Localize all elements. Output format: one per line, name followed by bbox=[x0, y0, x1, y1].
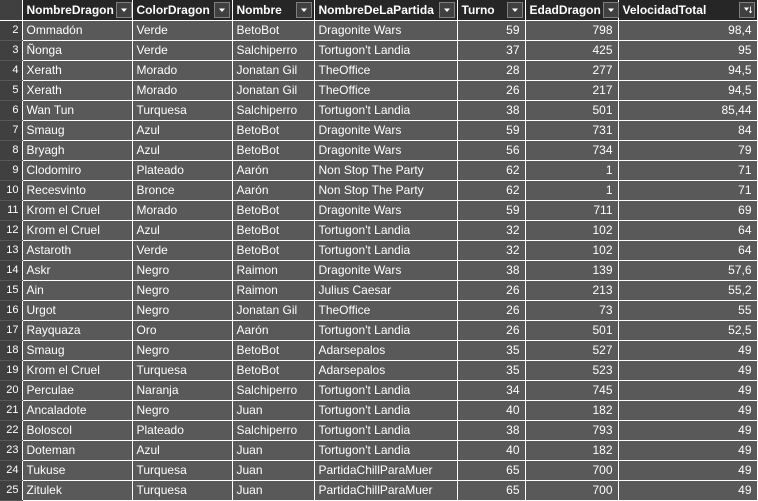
cell-colordragon[interactable]: Verde bbox=[132, 40, 232, 60]
cell-turno[interactable]: 59 bbox=[457, 200, 525, 220]
cell-colordragon[interactable]: Negro bbox=[132, 340, 232, 360]
cell-nombredragon[interactable]: Xerath bbox=[22, 60, 132, 80]
cell-nombre[interactable]: Salchiperro bbox=[232, 100, 314, 120]
cell-turno[interactable]: 38 bbox=[457, 420, 525, 440]
cell-edaddragon[interactable]: 1 bbox=[525, 180, 618, 200]
cell-nombredelapartida[interactable]: Non Stop The Party bbox=[314, 180, 457, 200]
row-header[interactable]: 15 bbox=[0, 280, 22, 300]
column-header-label: VelocidadTotal bbox=[622, 2, 707, 17]
table-row[interactable] bbox=[0, 460, 757, 480]
table-row[interactable] bbox=[0, 300, 757, 320]
column-header-nombredragon[interactable] bbox=[22, 0, 132, 20]
table-row[interactable] bbox=[0, 140, 757, 160]
cell-colordragon[interactable]: Negro bbox=[132, 260, 232, 280]
table-row[interactable] bbox=[0, 80, 757, 100]
cell-colordragon[interactable]: Morado bbox=[132, 200, 232, 220]
table-row[interactable] bbox=[0, 260, 757, 280]
cell-colordragon[interactable]: Plateado bbox=[132, 420, 232, 440]
table-row[interactable] bbox=[0, 480, 757, 500]
cell-velocidadtotal[interactable]: 64 bbox=[618, 240, 757, 260]
cell-velocidadtotal[interactable]: 79 bbox=[618, 140, 757, 160]
cell-edaddragon[interactable]: 425 bbox=[525, 40, 618, 60]
row-header[interactable]: 17 bbox=[0, 320, 22, 340]
row-header[interactable]: 19 bbox=[0, 360, 22, 380]
cell-velocidadtotal[interactable]: 55 bbox=[618, 300, 757, 320]
cell-colordragon[interactable]: Verde bbox=[132, 20, 232, 40]
row-header[interactable]: 5 bbox=[0, 80, 22, 100]
table-row[interactable] bbox=[0, 440, 757, 460]
cell-velocidadtotal[interactable]: 49 bbox=[618, 480, 757, 500]
cell-turno[interactable]: 59 bbox=[457, 20, 525, 40]
cell-nombredelapartida[interactable]: Tortugon't Landia bbox=[314, 400, 457, 420]
table-body bbox=[0, 20, 757, 500]
cell-nombre[interactable]: Raimon bbox=[232, 280, 314, 300]
cell-nombredelapartida[interactable]: Non Stop The Party bbox=[314, 160, 457, 180]
cell-nombredelapartida[interactable]: Tortugon't Landia bbox=[314, 440, 457, 460]
cell-colordragon[interactable]: Oro bbox=[132, 320, 232, 340]
cell-nombredragon[interactable]: Rayquaza bbox=[22, 320, 132, 340]
cell-edaddragon[interactable]: 731 bbox=[525, 120, 618, 140]
cell-turno[interactable]: 38 bbox=[457, 260, 525, 280]
table-row[interactable] bbox=[0, 280, 757, 300]
cell-nombredragon[interactable]: Urgot bbox=[22, 300, 132, 320]
filter-dropdown-icon[interactable] bbox=[439, 2, 455, 18]
cell-nombredelapartida[interactable]: Adarsepalos bbox=[314, 340, 457, 360]
cell-turno[interactable]: 40 bbox=[457, 400, 525, 420]
row-header[interactable]: 25 bbox=[0, 480, 22, 500]
cell-nombredragon[interactable]: Ancaladote bbox=[22, 400, 132, 420]
cell-nombredelapartida[interactable]: Dragonite Wars bbox=[314, 200, 457, 220]
column-header-colordragon[interactable] bbox=[132, 0, 232, 20]
cell-edaddragon[interactable]: 182 bbox=[525, 400, 618, 420]
cell-nombredragon[interactable]: Askr bbox=[22, 260, 132, 280]
table-row[interactable] bbox=[0, 420, 757, 440]
table-row[interactable] bbox=[0, 240, 757, 260]
column-header-edaddragon[interactable] bbox=[525, 0, 618, 20]
row-header[interactable]: 4 bbox=[0, 60, 22, 80]
cell-nombredelapartida[interactable]: Tortugon't Landia bbox=[314, 100, 457, 120]
row-header[interactable]: 13 bbox=[0, 240, 22, 260]
cell-velocidadtotal[interactable]: 64 bbox=[618, 220, 757, 240]
cell-velocidadtotal[interactable]: 94,5 bbox=[618, 60, 757, 80]
cell-edaddragon[interactable]: 277 bbox=[525, 60, 618, 80]
row-header[interactable]: 20 bbox=[0, 380, 22, 400]
cell-colordragon[interactable]: Verde bbox=[132, 240, 232, 260]
cell-turno[interactable]: 35 bbox=[457, 340, 525, 360]
row-header[interactable]: 8 bbox=[0, 140, 22, 160]
cell-nombredragon[interactable]: Krom el Cruel bbox=[22, 360, 132, 380]
cell-nombredelapartida[interactable]: PartidaChillParaMuer bbox=[314, 480, 457, 500]
cell-edaddragon[interactable]: 102 bbox=[525, 220, 618, 240]
cell-colordragon[interactable]: Azul bbox=[132, 120, 232, 140]
cell-edaddragon[interactable]: 700 bbox=[525, 460, 618, 480]
table-row[interactable] bbox=[0, 220, 757, 240]
sort-descending-filter-icon[interactable] bbox=[739, 2, 755, 18]
cell-colordragon[interactable]: Negro bbox=[132, 280, 232, 300]
table-row[interactable] bbox=[0, 60, 757, 80]
cell-colordragon[interactable]: Negro bbox=[132, 400, 232, 420]
row-header[interactable]: 21 bbox=[0, 400, 22, 420]
table-row[interactable] bbox=[0, 360, 757, 380]
cell-turno[interactable]: 65 bbox=[457, 460, 525, 480]
cell-nombredelapartida[interactable]: Tortugon't Landia bbox=[314, 40, 457, 60]
cell-colordragon[interactable]: Bronce bbox=[132, 180, 232, 200]
cell-nombre[interactable]: Aarón bbox=[232, 180, 314, 200]
cell-nombredragon[interactable]: Ñonga bbox=[22, 40, 132, 60]
cell-colordragon[interactable]: Negro bbox=[132, 300, 232, 320]
cell-velocidadtotal[interactable]: 85,44 bbox=[618, 100, 757, 120]
table-row[interactable] bbox=[0, 120, 757, 140]
cell-nombredelapartida[interactable]: Tortugon't Landia bbox=[314, 380, 457, 400]
cell-nombre[interactable]: Aarón bbox=[232, 160, 314, 180]
cell-nombre[interactable]: Salchiperro bbox=[232, 40, 314, 60]
cell-velocidadtotal[interactable]: 94,5 bbox=[618, 80, 757, 100]
table-row[interactable] bbox=[0, 340, 757, 360]
row-header[interactable]: 7 bbox=[0, 120, 22, 140]
cell-nombre[interactable]: BetoBot bbox=[232, 220, 314, 240]
cell-colordragon[interactable]: Turquesa bbox=[132, 480, 232, 500]
cell-nombredelapartida[interactable]: TheOffice bbox=[314, 80, 457, 100]
cell-edaddragon[interactable]: 798 bbox=[525, 20, 618, 40]
cell-nombredragon[interactable]: Clodomiro bbox=[22, 160, 132, 180]
cell-velocidadtotal[interactable]: 49 bbox=[618, 400, 757, 420]
cell-velocidadtotal[interactable]: 71 bbox=[618, 160, 757, 180]
cell-nombredelapartida[interactable]: Dragonite Wars bbox=[314, 20, 457, 40]
cell-turno[interactable]: 65 bbox=[457, 480, 525, 500]
cell-colordragon[interactable]: Turquesa bbox=[132, 100, 232, 120]
cell-edaddragon[interactable]: 139 bbox=[525, 260, 618, 280]
cell-colordragon[interactable]: Morado bbox=[132, 80, 232, 100]
cell-nombre[interactable]: Juan bbox=[232, 400, 314, 420]
cell-edaddragon[interactable]: 102 bbox=[525, 240, 618, 260]
cell-nombre[interactable]: BetoBot bbox=[232, 20, 314, 40]
filter-dropdown-icon[interactable] bbox=[507, 2, 523, 18]
cell-nombredelapartida[interactable]: TheOffice bbox=[314, 60, 457, 80]
cell-turno[interactable]: 32 bbox=[457, 240, 525, 260]
cell-turno[interactable]: 26 bbox=[457, 280, 525, 300]
cell-turno[interactable]: 28 bbox=[457, 60, 525, 80]
table-row[interactable] bbox=[0, 160, 757, 180]
cell-turno[interactable]: 26 bbox=[457, 300, 525, 320]
cell-nombredragon[interactable]: Tukuse bbox=[22, 460, 132, 480]
row-header[interactable]: 22 bbox=[0, 420, 22, 440]
cell-nombre[interactable]: BetoBot bbox=[232, 140, 314, 160]
cell-edaddragon[interactable]: 73 bbox=[525, 300, 618, 320]
cell-nombre[interactable]: Juan bbox=[232, 440, 314, 460]
table-row[interactable] bbox=[0, 180, 757, 200]
filter-dropdown-icon[interactable] bbox=[116, 2, 132, 18]
cell-nombredelapartida[interactable]: Dragonite Wars bbox=[314, 260, 457, 280]
column-header-nombredelapartida[interactable] bbox=[314, 0, 457, 20]
cell-nombre[interactable]: Salchiperro bbox=[232, 380, 314, 400]
table-row[interactable] bbox=[0, 100, 757, 120]
row-header[interactable]: 9 bbox=[0, 160, 22, 180]
cell-edaddragon[interactable]: 213 bbox=[525, 280, 618, 300]
row-header[interactable]: 3 bbox=[0, 40, 22, 60]
table-row[interactable] bbox=[0, 380, 757, 400]
cell-nombredragon[interactable]: Ommadón bbox=[22, 20, 132, 40]
cell-velocidadtotal[interactable]: 49 bbox=[618, 340, 757, 360]
column-header-label: Turno bbox=[461, 2, 495, 17]
cell-nombre[interactable]: Jonatan Gil bbox=[232, 80, 314, 100]
cell-edaddragon[interactable]: 501 bbox=[525, 100, 618, 120]
cell-edaddragon[interactable]: 523 bbox=[525, 360, 618, 380]
row-header[interactable]: 2 bbox=[0, 20, 22, 40]
cell-colordragon[interactable]: Azul bbox=[132, 220, 232, 240]
cell-turno[interactable]: 37 bbox=[457, 40, 525, 60]
column-header-label: NombreDragon bbox=[26, 2, 114, 17]
cell-velocidadtotal[interactable]: 84 bbox=[618, 120, 757, 140]
filter-dropdown-icon[interactable] bbox=[214, 2, 230, 18]
cell-nombredelapartida[interactable]: TheOffice bbox=[314, 300, 457, 320]
cell-velocidadtotal[interactable]: 69 bbox=[618, 200, 757, 220]
filter-dropdown-icon[interactable] bbox=[296, 2, 312, 18]
cell-nombre[interactable]: BetoBot bbox=[232, 360, 314, 380]
cell-nombredragon[interactable]: Krom el Cruel bbox=[22, 220, 132, 240]
cell-colordragon[interactable]: Azul bbox=[132, 140, 232, 160]
column-header-nombre[interactable] bbox=[232, 0, 314, 20]
column-header-label: Nombre bbox=[236, 2, 282, 17]
column-header-velocidadtotal[interactable] bbox=[618, 0, 757, 20]
cell-nombredelapartida[interactable]: Dragonite Wars bbox=[314, 120, 457, 140]
cell-nombre[interactable]: Raimon bbox=[232, 260, 314, 280]
cell-turno[interactable]: 26 bbox=[457, 320, 525, 340]
cell-nombre[interactable]: BetoBot bbox=[232, 240, 314, 260]
cell-edaddragon[interactable]: 711 bbox=[525, 200, 618, 220]
row-header[interactable]: 23 bbox=[0, 440, 22, 460]
cell-nombredelapartida[interactable]: Adarsepalos bbox=[314, 360, 457, 380]
row-header[interactable]: 16 bbox=[0, 300, 22, 320]
cell-turno[interactable]: 40 bbox=[457, 440, 525, 460]
cell-velocidadtotal[interactable]: 49 bbox=[618, 440, 757, 460]
cell-turno[interactable]: 59 bbox=[457, 120, 525, 140]
column-header-label: EdadDragon bbox=[529, 2, 601, 17]
table-row[interactable] bbox=[0, 40, 757, 60]
cell-edaddragon[interactable]: 734 bbox=[525, 140, 618, 160]
cell-nombredelapartida[interactable]: Julius Caesar bbox=[314, 280, 457, 300]
cell-nombredragon[interactable]: Krom el Cruel bbox=[22, 200, 132, 220]
cell-nombredelapartida[interactable]: PartidaChillParaMuer bbox=[314, 460, 457, 480]
cell-velocidadtotal[interactable]: 55,2 bbox=[618, 280, 757, 300]
cell-edaddragon[interactable]: 501 bbox=[525, 320, 618, 340]
cell-turno[interactable]: 56 bbox=[457, 140, 525, 160]
cell-nombre[interactable]: Salchiperro bbox=[232, 420, 314, 440]
cell-nombre[interactable]: Jonatan Gil bbox=[232, 300, 314, 320]
cell-nombredragon[interactable]: Doteman bbox=[22, 440, 132, 460]
cell-colordragon[interactable]: Turquesa bbox=[132, 460, 232, 480]
column-header-turno[interactable] bbox=[457, 0, 525, 20]
cell-nombre[interactable]: BetoBot bbox=[232, 340, 314, 360]
cell-edaddragon[interactable]: 182 bbox=[525, 440, 618, 460]
cell-nombredragon[interactable]: Wan Tun bbox=[22, 100, 132, 120]
cell-nombre[interactable]: Aarón bbox=[232, 320, 314, 340]
cell-turno[interactable]: 62 bbox=[457, 160, 525, 180]
cell-colordragon[interactable]: Azul bbox=[132, 440, 232, 460]
row-header[interactable]: 10 bbox=[0, 180, 22, 200]
cell-nombredragon[interactable]: Xerath bbox=[22, 80, 132, 100]
cell-velocidadtotal[interactable]: 95 bbox=[618, 40, 757, 60]
cell-nombredragon[interactable]: Perculae bbox=[22, 380, 132, 400]
table-row[interactable] bbox=[0, 20, 757, 40]
cell-turno[interactable]: 62 bbox=[457, 180, 525, 200]
cell-nombre[interactable]: Juan bbox=[232, 480, 314, 500]
row-header[interactable]: 24 bbox=[0, 460, 22, 480]
cell-turno[interactable]: 26 bbox=[457, 80, 525, 100]
cell-nombre[interactable]: BetoBot bbox=[232, 200, 314, 220]
cell-nombre[interactable]: Jonatan Gil bbox=[232, 60, 314, 80]
filter-dropdown-icon[interactable] bbox=[603, 2, 619, 18]
column-header-label: ColorDragon bbox=[136, 2, 210, 17]
row-header[interactable]: 18 bbox=[0, 340, 22, 360]
cell-turno[interactable]: 32 bbox=[457, 220, 525, 240]
cell-colordragon[interactable]: Turquesa bbox=[132, 360, 232, 380]
cell-edaddragon[interactable]: 1 bbox=[525, 160, 618, 180]
cell-colordragon[interactable]: Naranja bbox=[132, 380, 232, 400]
cell-nombredelapartida[interactable]: Dragonite Wars bbox=[314, 140, 457, 160]
cell-edaddragon[interactable]: 745 bbox=[525, 380, 618, 400]
cell-turno[interactable]: 34 bbox=[457, 380, 525, 400]
cell-velocidadtotal[interactable]: 57,6 bbox=[618, 260, 757, 280]
row-header[interactable]: 6 bbox=[0, 100, 22, 120]
cell-nombredelapartida[interactable]: Tortugon't Landia bbox=[314, 240, 457, 260]
cell-turno[interactable]: 35 bbox=[457, 360, 525, 380]
cell-velocidadtotal[interactable]: 98,4 bbox=[618, 20, 757, 40]
cell-nombre[interactable]: Juan bbox=[232, 460, 314, 480]
corner-select-all[interactable] bbox=[0, 0, 22, 20]
cell-nombredragon[interactable]: Boloscol bbox=[22, 420, 132, 440]
cell-turno[interactable]: 38 bbox=[457, 100, 525, 120]
cell-nombredragon[interactable]: Bryagh bbox=[22, 140, 132, 160]
cell-colordragon[interactable]: Morado bbox=[132, 60, 232, 80]
cell-nombredragon[interactable]: Zitulek bbox=[22, 480, 132, 500]
cell-velocidadtotal[interactable]: 52,5 bbox=[618, 320, 757, 340]
cell-nombredragon[interactable]: Smaug bbox=[22, 120, 132, 140]
cell-nombre[interactable]: BetoBot bbox=[232, 120, 314, 140]
row-header[interactable]: 11 bbox=[0, 200, 22, 220]
row-header[interactable]: 12 bbox=[0, 220, 22, 240]
cell-velocidadtotal[interactable]: 71 bbox=[618, 180, 757, 200]
cell-velocidadtotal[interactable]: 49 bbox=[618, 420, 757, 440]
cell-edaddragon[interactable]: 700 bbox=[525, 480, 618, 500]
table-row[interactable] bbox=[0, 320, 757, 340]
cell-nombredelapartida[interactable]: Tortugon't Landia bbox=[314, 320, 457, 340]
cell-edaddragon[interactable]: 217 bbox=[525, 80, 618, 100]
cell-nombredragon[interactable]: Smaug bbox=[22, 340, 132, 360]
cell-nombredelapartida[interactable]: Tortugon't Landia bbox=[314, 220, 457, 240]
cell-colordragon[interactable]: Plateado bbox=[132, 160, 232, 180]
cell-velocidadtotal[interactable]: 49 bbox=[618, 360, 757, 380]
row-header[interactable]: 14 bbox=[0, 260, 22, 280]
cell-nombredragon[interactable]: Astaroth bbox=[22, 240, 132, 260]
cell-nombredelapartida[interactable]: Tortugon't Landia bbox=[314, 420, 457, 440]
cell-velocidadtotal[interactable]: 49 bbox=[618, 380, 757, 400]
cell-nombredragon[interactable]: Ain bbox=[22, 280, 132, 300]
cell-velocidadtotal[interactable]: 49 bbox=[618, 460, 757, 480]
cell-edaddragon[interactable]: 793 bbox=[525, 420, 618, 440]
cell-nombredragon[interactable]: Recesvinto bbox=[22, 180, 132, 200]
table-row[interactable] bbox=[0, 200, 757, 220]
table-row[interactable] bbox=[0, 400, 757, 420]
table-header-row bbox=[0, 0, 757, 20]
cell-edaddragon[interactable]: 527 bbox=[525, 340, 618, 360]
column-header-label: NombreDeLaPartida bbox=[318, 2, 434, 17]
